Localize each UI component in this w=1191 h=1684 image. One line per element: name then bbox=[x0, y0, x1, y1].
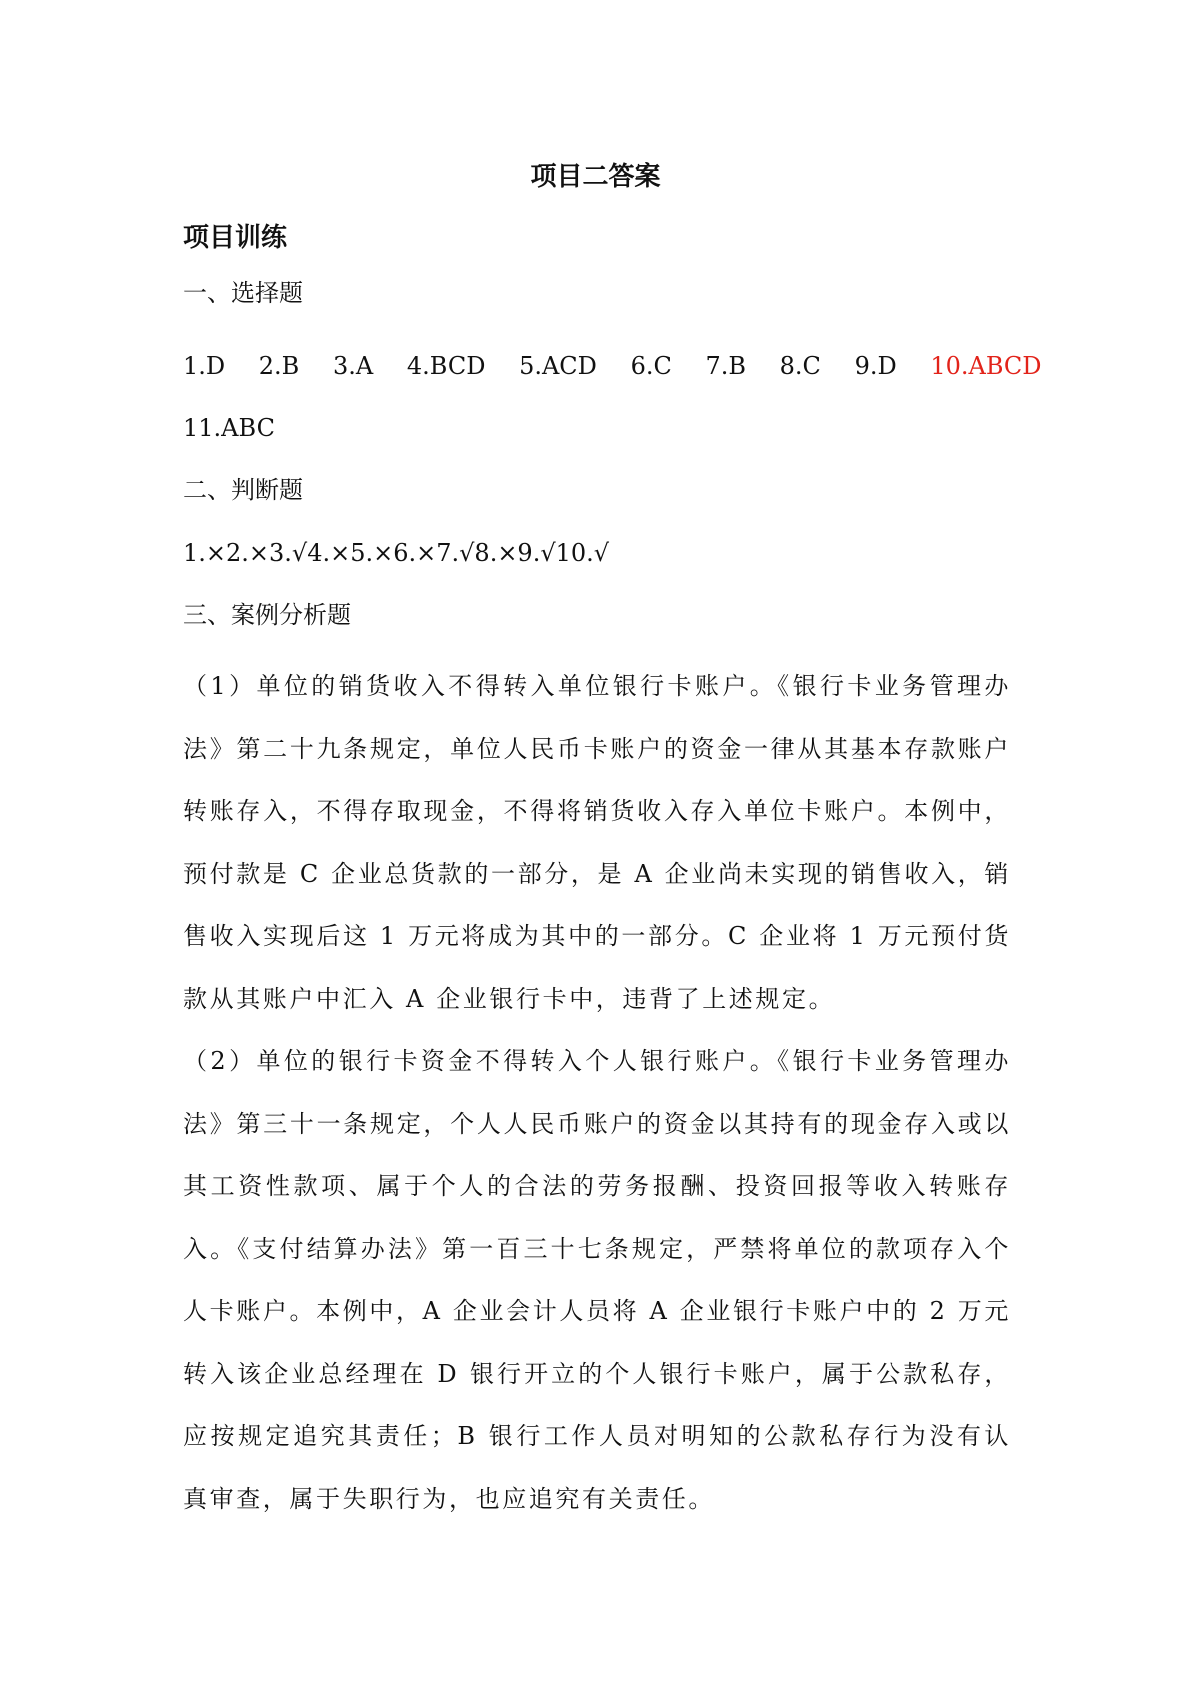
mc-answer-2: 2.B bbox=[258, 352, 300, 380]
mc-answer-9: 9.D bbox=[854, 352, 897, 380]
mc-answer-10-highlighted: 10.ABCD bbox=[930, 352, 1042, 380]
mc-answer-8: 8.C bbox=[779, 352, 821, 380]
mc-answer-4: 4.BCD bbox=[406, 352, 486, 380]
mc-answer-7: 7.B bbox=[705, 352, 747, 380]
case-analysis-label: 三、案例分析题 bbox=[183, 601, 351, 629]
section-heading: 项目训练 bbox=[183, 223, 288, 253]
mc-answer-1: 1.D bbox=[183, 352, 226, 380]
page-title: 项目二答案 bbox=[530, 162, 661, 192]
true-false-answers: 1.×2.×3.√4.×5.×6.×7.√8.×9.√10.√ bbox=[183, 539, 610, 567]
true-false-label: 二、判断题 bbox=[183, 476, 303, 504]
mc-answer-6: 6.C bbox=[630, 352, 672, 380]
mc-answer-11: 11.ABC bbox=[183, 414, 275, 442]
case-paragraph-2: （2）单位的银行卡资金不得转入个人银行账户。《银行卡业务管理办法》第三十一条规定，个人人民币账户的资金以其持有的现金存入或以其工资性款项、属于个人的合法的劳务报酬、投资回报等收入转账存入。《支付结算办法》第一百三十七条规定，严禁将单位的款项存入个人卡账户。本例中，A 企业会计人员将 A 企业银行卡账户中的 2 万元转入该企业总经理在 D 银行开立的个人银行卡账户，属于公款私存，应按规定追究其责任；B 银行工作人员对明知的公款私存行为没有认真审查，属于失职行为，也应追究有关责任。 bbox=[183, 1047, 1011, 1513]
multiple-choice-answers-row-1 bbox=[183, 346, 1042, 386]
case-paragraph-1: （1）单位的销货收入不得转入单位银行卡账户。《银行卡业务管理办法》第二十九条规定，单位人民币卡账户的资金一律从其基本存款账户转账存入，不得存取现金，不得将销货收入存入单位卡账户。本例中，预付款是 C 企业总货款的一部分，是 A 企业尚未实现的销售收入，销售收入实现后这 1 万元将成为其中的一部分。C 企业将 1 万元预付货款从其账户中汇入 A 企业银行卡中，违背了上述规定。 bbox=[183, 672, 1011, 1013]
mc-answer-5: 5.ACD bbox=[519, 352, 597, 380]
mc-answer-3: 3.A bbox=[332, 352, 374, 380]
multiple-choice-label: 一、选择题 bbox=[183, 279, 303, 307]
